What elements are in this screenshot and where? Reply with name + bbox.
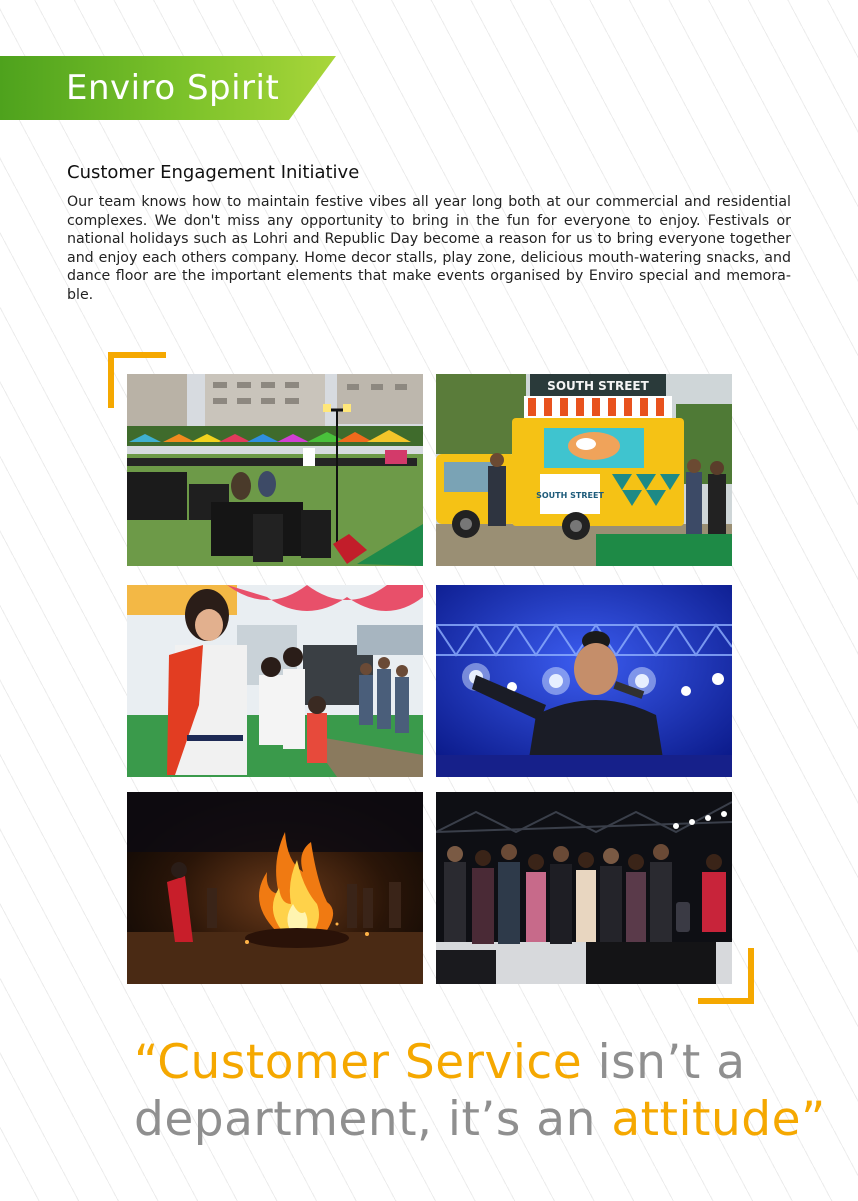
quote-open-mark: “ xyxy=(134,1035,158,1090)
section-heading: Customer Engagement Initiative xyxy=(67,162,360,183)
photo-outdoor-stalls xyxy=(127,374,423,566)
truck-panel-text: SOUTH STREET xyxy=(536,491,604,500)
page-title: Enviro Spirit xyxy=(66,68,280,108)
quote-text-line-2: department, it’s an xyxy=(134,1092,612,1147)
quote xyxy=(134,1034,834,1148)
section-body: Our team knows how to maintain festive vibes all year long both at our commercial and residential complexes. We don't miss any opportunity to bring in the fun for everyone to enjoy. Festivals or national holidays such as Lohri and Republic Day become a reason for us to bring everyone together and enjoy each others company. Home decor stalls, play zone, delicious mouth-watering snacks, and dance floor are the important elements that make events organised by Enviro special and memora-ble. xyxy=(67,194,791,303)
truck-sign-text: SOUTH STREET xyxy=(547,379,649,393)
photo-singer-on-stage xyxy=(436,585,732,777)
photo-dance-crowd xyxy=(436,792,732,984)
quote-highlight-attitude: attitude xyxy=(611,1092,802,1147)
photo-food-truck xyxy=(436,374,732,566)
photo-children-performance xyxy=(127,585,423,777)
photo-bonfire xyxy=(127,792,423,984)
quote-text-line-1: isn’t a xyxy=(582,1035,746,1090)
quote-highlight-customer-service: Customer Service xyxy=(157,1035,583,1090)
quote-close-mark: ” xyxy=(801,1092,826,1147)
